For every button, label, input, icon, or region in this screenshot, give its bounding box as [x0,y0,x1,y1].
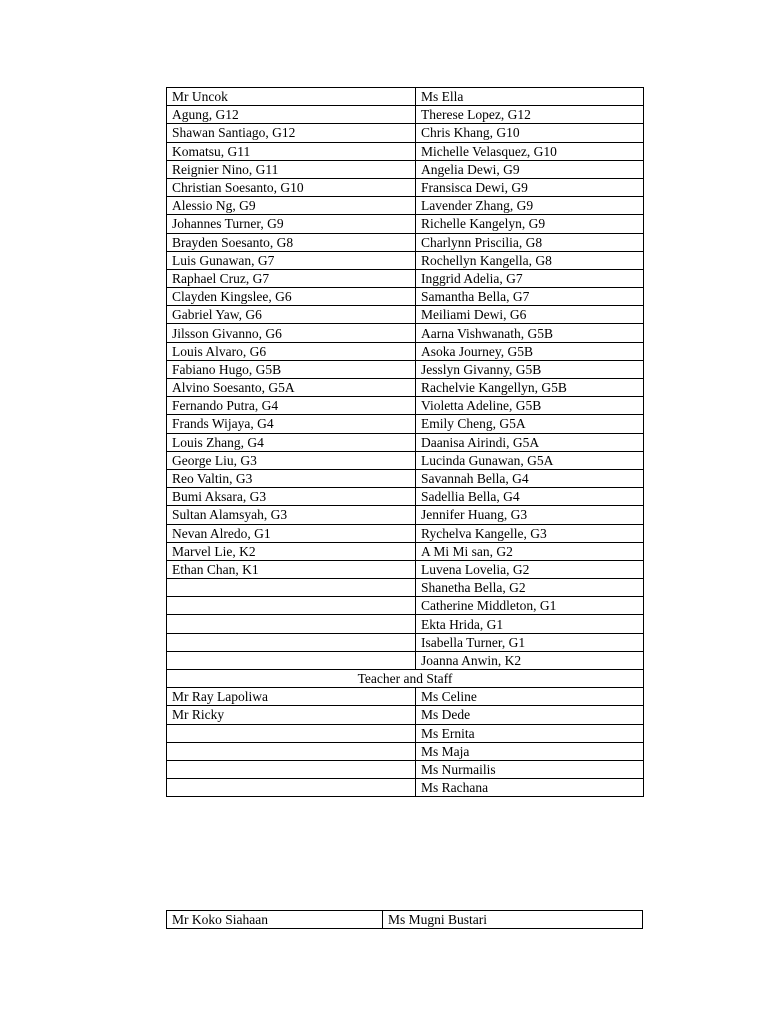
student-row [167,615,644,633]
right-column-cell: Sadellia Bella, G4 [416,488,644,506]
right-column-cell: Daanisa Airindi, G5A [416,433,644,451]
staff-row [167,760,644,778]
left-column-cell: Ethan Chan, K1 [167,560,416,578]
right-column-cell: Ms Ella [416,88,644,106]
footer-table [166,910,643,929]
right-column-cell: Richelle Kangelyn, G9 [416,215,644,233]
left-column-cell [167,742,416,760]
right-column-cell: Michelle Velasquez, G10 [416,142,644,160]
student-row [167,124,644,142]
staff-row [167,742,644,760]
student-row [167,142,644,160]
left-column-cell: Sultan Alamsyah, G3 [167,506,416,524]
left-column-cell: Louis Zhang, G4 [167,433,416,451]
left-column-cell: Fernando Putra, G4 [167,397,416,415]
right-column-cell: Ms Celine [416,688,644,706]
student-row [167,542,644,560]
student-row [167,178,644,196]
student-rows [167,88,644,670]
student-row [167,379,644,397]
right-column-cell: Rachelvie Kangellyn, G5B [416,379,644,397]
student-row [167,360,644,378]
student-row [167,324,644,342]
footer-left-cell: Mr Koko Siahaan [167,911,383,929]
right-column-cell: Shanetha Bella, G2 [416,579,644,597]
left-column-cell: Mr Ray Lapoliwa [167,688,416,706]
left-column-cell [167,579,416,597]
right-column-cell: Lucinda Gunawan, G5A [416,451,644,469]
left-column-cell: Reignier Nino, G11 [167,160,416,178]
left-column-cell [167,760,416,778]
right-column-cell: Inggrid Adelia, G7 [416,269,644,287]
right-column-cell: Therese Lopez, G12 [416,106,644,124]
left-column-cell: Komatsu, G11 [167,142,416,160]
right-column-cell: Joanna Anwin, K2 [416,651,644,669]
staff-row [167,688,644,706]
staff-rows [167,688,644,797]
staff-row [167,724,644,742]
student-row [167,597,644,615]
right-column-cell: Ms Rachana [416,779,644,797]
student-row [167,269,644,287]
student-row [167,633,644,651]
section-row-group [167,670,644,688]
right-column-cell: Emily Cheng, G5A [416,415,644,433]
right-column-cell: Jesslyn Givanny, G5B [416,360,644,378]
roster-table [166,87,644,797]
student-row [167,342,644,360]
student-row [167,397,644,415]
left-column-cell: Shawan Santiago, G12 [167,124,416,142]
right-column-cell: Lavender Zhang, G9 [416,197,644,215]
right-column-cell: Asoka Journey, G5B [416,342,644,360]
left-column-cell: Johannes Turner, G9 [167,215,416,233]
left-column-cell: Agung, G12 [167,106,416,124]
student-row [167,251,644,269]
left-column-cell: Nevan Alredo, G1 [167,524,416,542]
right-column-cell: Charlynn Priscilia, G8 [416,233,644,251]
right-column-cell: Angelia Dewi, G9 [416,160,644,178]
left-column-cell: Clayden Kingslee, G6 [167,288,416,306]
right-column-cell: Ms Nurmailis [416,760,644,778]
left-column-cell [167,724,416,742]
student-row [167,306,644,324]
left-column-cell [167,633,416,651]
right-column-cell: Fransisca Dewi, G9 [416,178,644,196]
left-column-cell: Frands Wijaya, G4 [167,415,416,433]
right-column-cell: Catherine Middleton, G1 [416,597,644,615]
left-column-cell [167,779,416,797]
student-row [167,88,644,106]
left-column-cell: Gabriel Yaw, G6 [167,306,416,324]
left-column-cell: Bumi Aksara, G3 [167,488,416,506]
left-column-cell: George Liu, G3 [167,451,416,469]
left-column-cell: Luis Gunawan, G7 [167,251,416,269]
student-row [167,469,644,487]
left-column-cell [167,651,416,669]
student-row [167,524,644,542]
right-column-cell: A Mi Mi san, G2 [416,542,644,560]
left-column-cell: Mr Ricky [167,706,416,724]
student-row [167,560,644,578]
right-column-cell: Violetta Adeline, G5B [416,397,644,415]
staff-row [167,706,644,724]
student-row [167,651,644,669]
staff-row [167,779,644,797]
left-column-cell: Marvel Lie, K2 [167,542,416,560]
left-column-cell: Reo Valtin, G3 [167,469,416,487]
section-row [167,670,644,688]
left-column-cell: Jilsson Givanno, G6 [167,324,416,342]
right-column-cell: Ms Maja [416,742,644,760]
student-row [167,160,644,178]
left-column-cell: Mr Uncok [167,88,416,106]
section-title: Teacher and Staff [167,670,644,688]
right-column-cell: Aarna Vishwanath, G5B [416,324,644,342]
right-column-cell: Ms Ernita [416,724,644,742]
student-row [167,451,644,469]
right-column-cell: Ms Dede [416,706,644,724]
left-column-cell [167,615,416,633]
left-column-cell [167,597,416,615]
right-column-cell: Ekta Hrida, G1 [416,615,644,633]
right-column-cell: Rychelva Kangelle, G3 [416,524,644,542]
student-row [167,488,644,506]
student-row [167,106,644,124]
right-column-cell: Meiliami Dewi, G6 [416,306,644,324]
right-column-cell: Rochellyn Kangella, G8 [416,251,644,269]
footer-right-cell: Ms Mugni Bustari [383,911,643,929]
student-row [167,288,644,306]
student-row [167,433,644,451]
right-column-cell: Jennifer Huang, G3 [416,506,644,524]
left-column-cell: Alessio Ng, G9 [167,197,416,215]
student-row [167,415,644,433]
right-column-cell: Chris Khang, G10 [416,124,644,142]
student-row [167,579,644,597]
student-row [167,215,644,233]
right-column-cell: Samantha Bella, G7 [416,288,644,306]
left-column-cell: Christian Soesanto, G10 [167,178,416,196]
right-column-cell: Luvena Lovelia, G2 [416,560,644,578]
student-row [167,506,644,524]
left-column-cell: Brayden Soesanto, G8 [167,233,416,251]
left-column-cell: Louis Alvaro, G6 [167,342,416,360]
left-column-cell: Alvino Soesanto, G5A [167,379,416,397]
student-row [167,233,644,251]
footer-row [167,911,643,929]
left-column-cell: Raphael Cruz, G7 [167,269,416,287]
student-row [167,197,644,215]
left-column-cell: Fabiano Hugo, G5B [167,360,416,378]
right-column-cell: Isabella Turner, G1 [416,633,644,651]
right-column-cell: Savannah Bella, G4 [416,469,644,487]
